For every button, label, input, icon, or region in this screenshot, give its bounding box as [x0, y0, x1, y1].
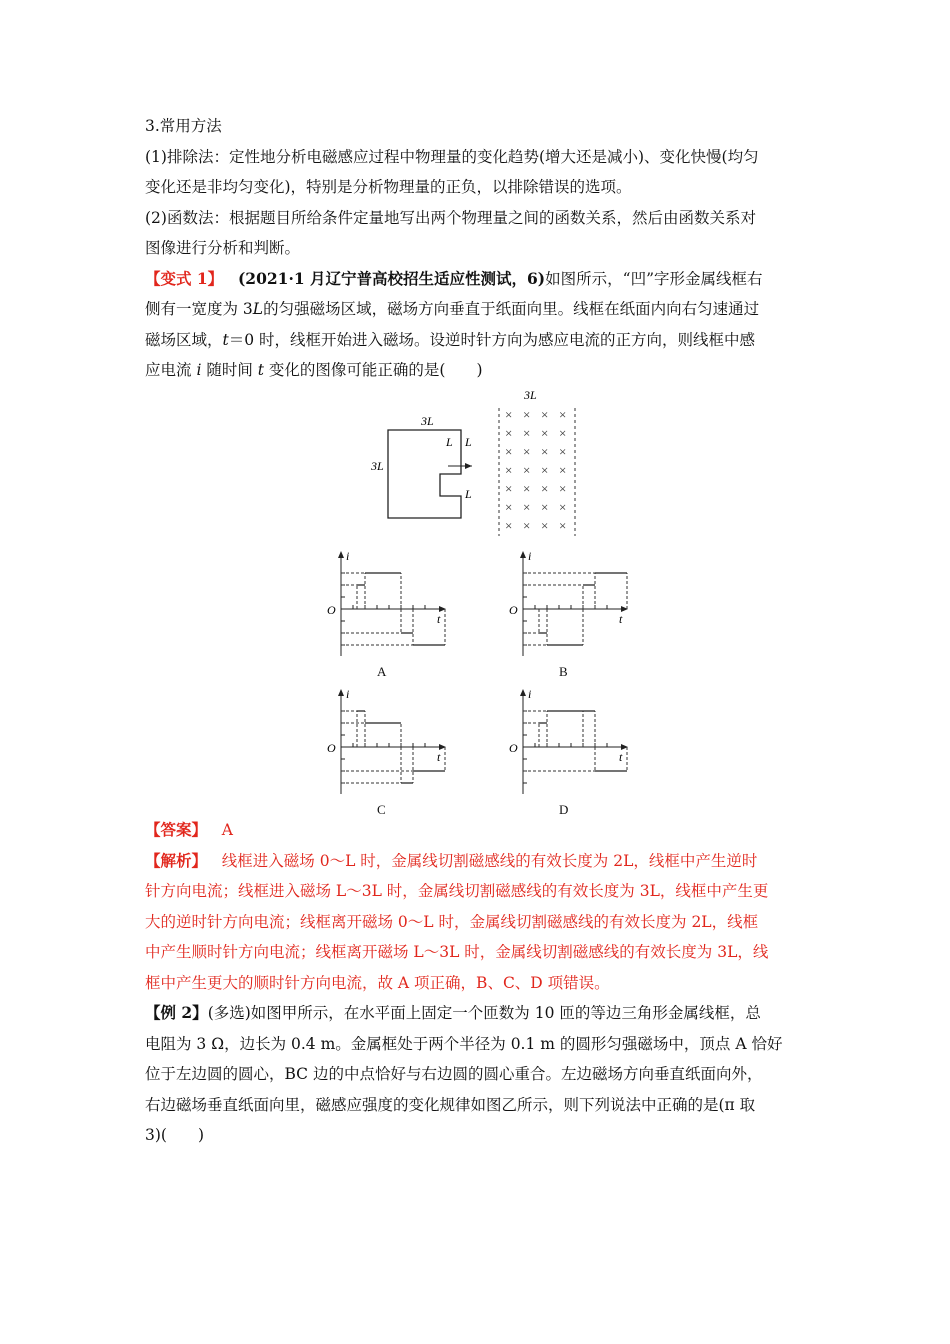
- field-x-marker: ×: [541, 444, 549, 459]
- variant1-line-3: 磁场区域，t＝0 时，线框开始进入磁场。设逆时针方向为感应电流的正方向，则线框中感: [145, 331, 756, 349]
- method-1-line-2: 变化还是非均匀变化)，特别是分析物理量的正负，以排除错误的选项。: [145, 178, 632, 196]
- answer-tag: 【答案】: [145, 820, 208, 839]
- example2-line-5: 3)( ): [145, 1126, 205, 1144]
- graph-option-A: [325, 548, 455, 678]
- graph-letter-D: D: [559, 802, 569, 817]
- variant1-line-2: 侧有一宽度为 3L的匀强磁场区域，磁场方向垂直于纸面向里。线框在纸面内向右匀速通过: [145, 300, 760, 318]
- field-x-marker: ×: [541, 499, 549, 515]
- right-bottom-label: L: [465, 487, 472, 501]
- t-label: t: [619, 750, 623, 764]
- field-x-marker: ×: [541, 425, 549, 441]
- field-x-marker: ×: [505, 481, 513, 496]
- frame-field-figure: [360, 386, 590, 540]
- field-x-marker: ×: [505, 407, 513, 422]
- field-x-marker: ×: [559, 518, 567, 533]
- t-label: t: [437, 612, 441, 626]
- graph-option-C: [325, 686, 455, 816]
- frame-top-label: 3L: [421, 414, 434, 428]
- analysis-tag: 【解析】: [145, 851, 208, 870]
- i-label: i: [528, 549, 532, 563]
- field-x-marker: ×: [523, 518, 531, 533]
- field-x-marker: ×: [523, 407, 531, 422]
- graph-letter-B: B: [559, 664, 568, 679]
- field-x-marker: ×: [541, 481, 549, 496]
- i-axis-arrow-icon: [338, 689, 344, 696]
- example2-line-1: 【例 2】(多选)如图甲所示，在水平面上固定一个匝数为 10 匝的等边三角形金属线框，总: [145, 1003, 761, 1022]
- field-width-label: 3L: [524, 388, 537, 402]
- field-x-marker: ×: [541, 518, 549, 533]
- field-x-marker: ×: [505, 425, 513, 441]
- right-top-label: L: [465, 435, 472, 449]
- field-x-marker: ×: [559, 444, 567, 459]
- example2-line-4: 右边磁场垂直纸面向里，磁感应强度的变化规律如图乙所示，则下列说法中正确的是(π 取: [145, 1096, 756, 1114]
- field-x-marker: ×: [559, 481, 567, 496]
- analysis-line-5: 框中产生更大的顺时针方向电流，故 A 项正确，B、C、D 项错误。: [145, 974, 610, 992]
- field-x-marker: ×: [505, 462, 513, 478]
- field-x-marker: ×: [505, 444, 513, 459]
- section-heading: 3.常用方法: [145, 117, 222, 135]
- field-x-marker: ×: [523, 499, 531, 515]
- i-axis-arrow-icon: [338, 551, 344, 558]
- answer-line: [145, 820, 233, 840]
- notch-label: L: [446, 435, 453, 449]
- frame-left-label: 3L: [371, 459, 384, 473]
- field-x-marker: ×: [523, 444, 531, 459]
- field-markers: [505, 407, 566, 533]
- answer-value: A: [221, 821, 233, 839]
- field-x-marker: ×: [559, 499, 567, 515]
- i-axis-arrow-icon: [520, 551, 526, 558]
- origin-label: O: [509, 603, 518, 617]
- graph-letter-C: C: [377, 802, 386, 817]
- example2-tag: 【例 2】: [145, 1003, 208, 1022]
- i-label: i: [346, 549, 350, 563]
- field-x-marker: ×: [523, 425, 531, 441]
- i-axis-arrow-icon: [520, 689, 526, 696]
- variant1-line-1: [145, 269, 763, 289]
- field-x-marker: ×: [559, 407, 567, 422]
- graph-letter-A: A: [377, 664, 387, 679]
- origin-label: O: [327, 603, 336, 617]
- origin-label: O: [509, 741, 518, 755]
- t-label: t: [619, 612, 623, 626]
- field-x-marker: ×: [559, 425, 567, 441]
- field-x-marker: ×: [541, 407, 549, 422]
- field-x-marker: ×: [505, 518, 513, 533]
- variant1-tag: 【变式 1】: [145, 269, 224, 288]
- field-x-marker: ×: [523, 462, 531, 478]
- variant1-source: (2021·1 月辽宁普高校招生适应性测试，6): [237, 269, 546, 288]
- analysis-line-2: 针方向电流；线框进入磁场 L～3L 时，金属线切割磁感线的有效长度为 3L，线框中产生更: [145, 882, 769, 900]
- field-x-marker: ×: [559, 462, 567, 478]
- analysis-line-1: 【解析】 线框进入磁场 0～L 时，金属线切割磁感线的有效长度为 2L，线框中产生逆时: [145, 851, 758, 870]
- field-x-marker: ×: [523, 481, 531, 496]
- example2-line-3: 位于左边圆的圆心，BC 边的中点恰好与右边圆的圆心重合。左边磁场方向垂直纸面向外，: [145, 1065, 763, 1083]
- graph-option-B: [507, 548, 637, 678]
- i-label: i: [528, 687, 532, 701]
- example2-line-2: 电阻为 3 Ω，边长为 0.4 m。金属框处于两个半径为 0.1 m 的圆形匀强磁场中，顶点 A 恰好: [145, 1035, 783, 1053]
- variant1-text-1: 如图所示，“凹”字形金属线框右: [545, 270, 763, 288]
- analysis-line-4: 中产生顺时针方向电流；线框离开磁场 L～3L 时，金属线切割磁感线的有效长度为 3L，线: [145, 943, 769, 961]
- t-label: t: [437, 750, 441, 764]
- i-label: i: [346, 687, 350, 701]
- method-1-line-1: (1)排除法：定性地分析电磁感应过程中物理量的变化趋势(增大还是减小)、变化快慢(均匀: [145, 148, 759, 166]
- field-x-marker: ×: [541, 462, 549, 478]
- arrow-head-icon: [465, 463, 472, 469]
- method-2-line-2: 图像进行分析和判断。: [145, 239, 301, 257]
- origin-label: O: [327, 741, 336, 755]
- method-2-line-1: (2)函数法：根据题目所给条件定量地写出两个物理量之间的函数关系，然后由函数关系对: [145, 209, 756, 227]
- graph-option-D: [507, 686, 637, 816]
- field-x-marker: ×: [505, 499, 513, 515]
- analysis-line-3: 大的逆时针方向电流；线框离开磁场 0～L 时，金属线切割磁感线的有效长度为 2L，线框: [145, 913, 759, 931]
- variant1-line-4: 应电流 i 随时间 t 变化的图像可能正确的是( ): [145, 361, 483, 379]
